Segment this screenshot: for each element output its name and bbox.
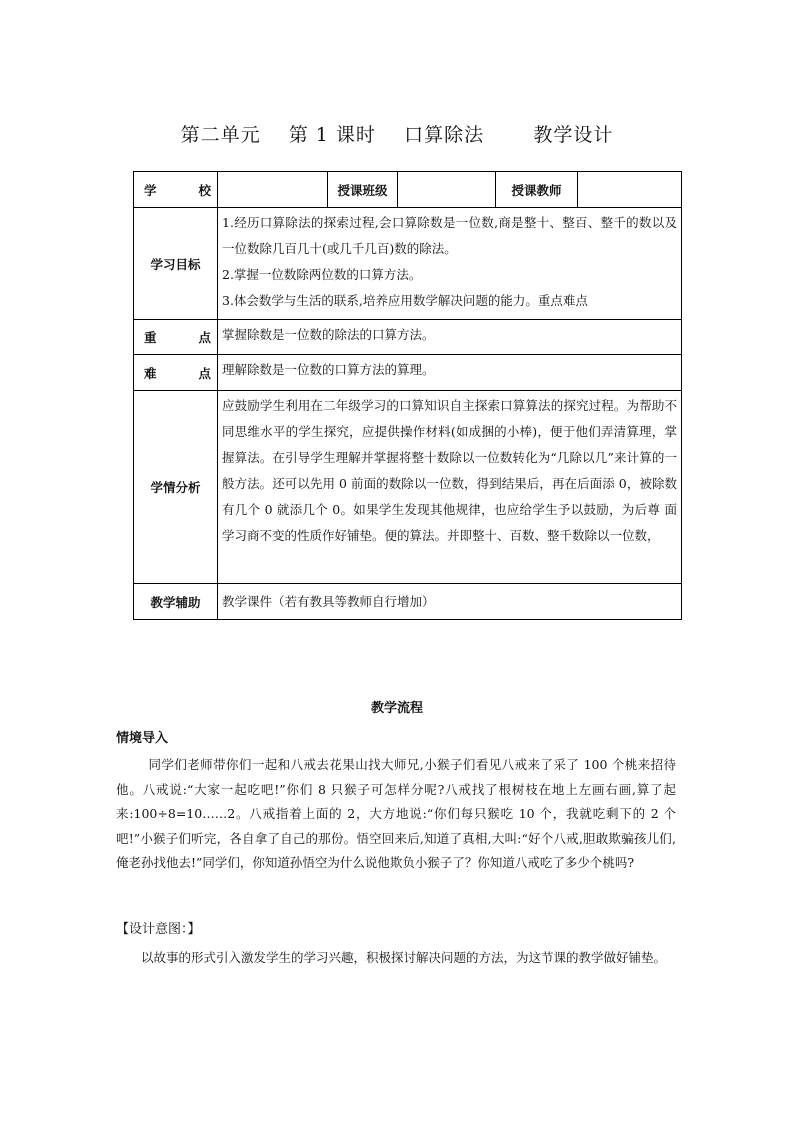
teacher-label: 授课教师 — [496, 172, 578, 208]
school-label-char-2: 校 — [198, 182, 212, 198]
key-point-label-char-2: 点 — [198, 330, 212, 345]
goal-item-3: 3.体会数学与生活的联系,培养应用数学解决问题的能力。重点难点 — [222, 293, 588, 308]
key-point-label-char-1: 重 — [144, 330, 157, 345]
key-point-row — [134, 320, 682, 355]
key-point-label — [134, 320, 218, 355]
analysis-row — [134, 391, 682, 584]
school-row — [134, 172, 682, 208]
class-value — [398, 172, 496, 208]
goal-item-1: 1.经历口算除法的探索过程,会口算除数是一位数,商是整十、整百、整千的数以及一位数除几百几十(或几千几百)数的除法。 — [222, 215, 677, 256]
school-label — [134, 172, 218, 208]
key-point-text: 掌握除数是一位数的除法的口算方法。 — [218, 320, 682, 355]
difficult-point-text: 理解除数是一位数的口算方法的算理。 — [218, 355, 682, 391]
aids-text: 教学课件（若有教具等教师自行增加） — [218, 584, 682, 620]
school-label-char-1: 学 — [144, 182, 157, 198]
difficult-point-label-char-1: 难 — [144, 365, 157, 381]
difficult-point-row — [134, 355, 682, 391]
class-label: 授课班级 — [328, 172, 398, 208]
design-intent-label: 【设计意图：】 — [116, 922, 201, 937]
difficult-point-label — [134, 355, 218, 391]
aids-label: 教学辅助 — [134, 584, 218, 620]
story-paragraph: 同学们老师带你们一起和八戒去花果山找大师兄,小猴子们看见八戒来了采了 100 个桃来招待他。八戒说:“大家一起吃吧!”你们 8 只猴子可怎样分呢?八戒找了根树枝在地上左画右画,算了起来:100÷8=10……2。八戒指着上面的 2，大方地说:“你们每只猴吃 10 个，我就吃剩下的 2 个吧!”小猴子们听完，各自拿了自己的那份。悟空回来后,知道了真相,大叫:“好个八戒,胆敢欺骗孩儿们,俺老孙找他去!”同学们，你知道孙悟空为什么说他欺负小猴子了？你知道八戒吃了多少个桃吗? — [116, 757, 676, 870]
school-value — [218, 172, 328, 208]
goal-item-2: 2.掌握一位数除两位数的口算方法。 — [222, 267, 422, 282]
difficult-point-label-char-2: 点 — [198, 365, 212, 381]
analysis-text: 应鼓励学生利用在二年级学习的口算知识自主探索口算算法的探究过程。为帮助不同思维水平的学生探究，应提供操作材料(如成捆的小棒)，便于他们弄清算理，掌握算法。在引导学生理解并掌握将整十数除以一位数转化为“几除以几”来计算的一般方法。还可以先用 0 前面的数除以一位数，得到结果后，再在后面添 0，被除数有几个 0 就添几个 0。如果学生发现其他规律，也应给学生予以鼓励，为后尊 面学习商不变的性质作好铺垫。便的算法。并即整十、百数、整千数除以一位数， — [218, 391, 682, 584]
lesson-info-table — [133, 171, 682, 620]
analysis-label: 学情分析 — [134, 391, 218, 584]
teaching-flow-heading: 教学流程 — [370, 701, 423, 716]
page-title: 第二单元 第 1 课时 口算除法 教学设计 — [180, 124, 614, 146]
goals-row — [134, 208, 682, 320]
intro-heading: 情境导入 — [116, 731, 169, 746]
design-intent-paragraph: 以故事的形式引入激发学生的学习兴趣，积极探讨解决问题的方法，为这节课的教学做好铺垫。 — [141, 950, 667, 965]
aids-row — [134, 584, 682, 620]
teacher-value — [578, 172, 682, 208]
goals-label: 学习目标 — [134, 208, 218, 320]
goals-cell — [218, 208, 682, 320]
